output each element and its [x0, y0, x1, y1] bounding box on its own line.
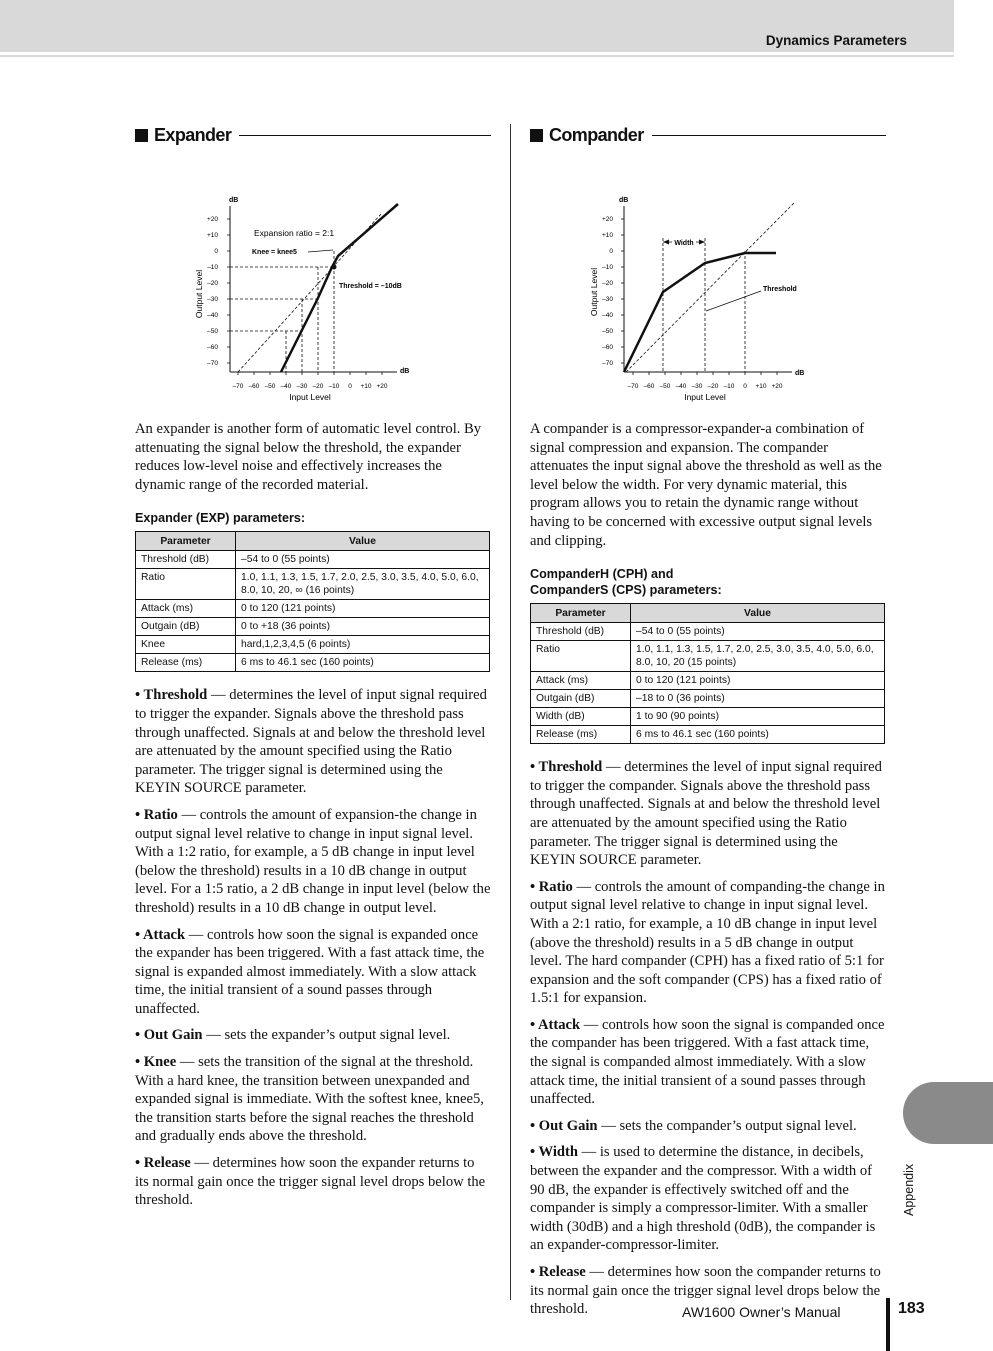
bullet-out-gain — [135, 1026, 491, 1045]
bullet-width — [530, 1143, 886, 1255]
y-tick-label: –10 — [207, 264, 218, 271]
y-tick — [602, 344, 624, 351]
y-tick — [207, 360, 230, 367]
y-tick — [207, 264, 230, 271]
y-tick-label: –50 — [602, 328, 613, 335]
x-tick-label: 0 — [348, 383, 352, 390]
y-tick-label: –60 — [602, 344, 613, 351]
x-tick — [233, 372, 244, 390]
compander-param-table — [530, 603, 885, 744]
x-ticks — [628, 372, 783, 390]
bullet-text: — controls how soon the signal is expanded once the expander has been triggered. With a fast attack time, the signal is expanded almost immediately. With a slow attack time, the initial transient of a sound passes through unaffected. — [135, 926, 485, 1017]
y-tick — [609, 248, 624, 255]
bullet-term: • Release — [135, 1155, 191, 1172]
y-tick-label: +20 — [601, 216, 613, 223]
header-divider — [0, 52, 954, 57]
bullet-threshold — [135, 686, 491, 798]
x-tick-label: –10 — [723, 383, 735, 390]
column-divider — [510, 124, 511, 1300]
section-square-icon — [530, 129, 543, 142]
table-row — [531, 641, 885, 672]
y-tick — [207, 328, 230, 335]
y-tick — [602, 264, 624, 271]
bullet-release — [135, 1154, 491, 1210]
table-row — [136, 600, 490, 618]
knee-label: Knee = knee5 — [252, 249, 297, 256]
x-tick-label: –40 — [280, 383, 292, 390]
x-tick — [771, 372, 782, 390]
y-tick-label: –40 — [602, 312, 613, 319]
x-tick-label: –50 — [264, 383, 276, 390]
compander-param-title-line1: CompanderH (CPH) and — [530, 567, 674, 582]
table-cell: 6 ms to 46.1 sec (160 points) — [236, 654, 490, 672]
bullet-term: • Attack — [530, 1016, 581, 1033]
x-tick — [724, 372, 735, 390]
bullet-ratio — [530, 878, 886, 1008]
page-number: 183 — [898, 1300, 925, 1317]
y-tick-label: +20 — [206, 216, 218, 223]
bullet-term: • Attack — [135, 926, 186, 943]
compander-transfer-curve — [624, 253, 776, 372]
x-ticks — [233, 372, 388, 390]
y-tick — [602, 216, 624, 223]
compander-param-title-line2: CompanderS (CPS) parameters: — [530, 583, 722, 598]
x-tick — [660, 372, 671, 390]
bullet-term: • Width — [530, 1144, 578, 1161]
x-tick — [249, 372, 260, 390]
table-cell: 1 to 90 (90 points) — [631, 708, 885, 726]
table-row — [531, 623, 885, 641]
y-tick-label: –30 — [207, 296, 218, 303]
appendix-tab — [903, 1082, 993, 1144]
table-cell: 0 to 120 (121 points) — [631, 672, 885, 690]
y-tick — [207, 216, 230, 223]
x-tick — [628, 372, 639, 390]
heading-rule — [239, 135, 491, 136]
threshold-label: Threshold = –10dB — [339, 283, 402, 290]
section-square-icon — [135, 129, 148, 142]
x-tick — [297, 372, 308, 390]
compander-heading — [530, 124, 886, 146]
x-tick — [743, 372, 747, 390]
threshold-point — [332, 265, 337, 270]
table-cell: hard,1,2,3,4,5 (6 points) — [236, 636, 490, 654]
bullet-threshold — [530, 758, 886, 870]
appendix-label: Appendix — [902, 1163, 916, 1216]
table-cell: Outgain (dB) — [531, 690, 631, 708]
table-header: Value — [236, 532, 490, 551]
table-cell: Ratio — [136, 569, 236, 600]
y-axis-label: Output Level — [194, 269, 204, 319]
bullet-term: • Knee — [135, 1054, 177, 1071]
table-cell: 0 to +18 (36 points) — [236, 618, 490, 636]
x-tick — [348, 372, 352, 390]
x-tick-label: +20 — [771, 383, 783, 390]
table-cell: Release (ms) — [136, 654, 236, 672]
y-tick — [602, 360, 624, 367]
table-row — [136, 569, 490, 600]
x-tick-label: –10 — [328, 383, 340, 390]
y-tick — [602, 328, 624, 335]
table-header-row — [136, 532, 490, 551]
x-unit-label: dB — [400, 368, 410, 375]
bullet-text: — sets the compander’s output signal level. — [597, 1117, 857, 1134]
y-tick — [207, 296, 230, 303]
table-row — [136, 551, 490, 569]
table-header-row — [531, 604, 885, 623]
compander-title: Compander — [549, 124, 644, 145]
bullet-text: — determines the level of input signal required to trigger the compander. Signals above the threshold pass through unaffected. Signals at and below the threshold level are attenuated by the amount specified using the Ratio parameter. The trigger signal is determined using the KEYIN SOURCE parameter. — [530, 759, 882, 869]
table-cell: 0 to 120 (121 points) — [236, 600, 490, 618]
x-tick-label: –30 — [296, 383, 308, 390]
y-ticks — [602, 216, 624, 367]
y-tick-label: –40 — [207, 312, 218, 319]
x-axis-label: Input Level — [684, 392, 726, 402]
table-cell: Ratio — [531, 641, 631, 672]
bullet-term: • Out Gain — [135, 1027, 203, 1044]
table-cell: Threshold (dB) — [136, 551, 236, 569]
footer-manual-title: AW1600 Owner’s Manual — [682, 1304, 841, 1320]
bullet-term: • Threshold — [135, 687, 208, 704]
x-tick — [313, 372, 324, 390]
x-tick-label: –60 — [643, 383, 655, 390]
y-tick-label: –60 — [207, 344, 218, 351]
y-tick-label: –20 — [602, 280, 613, 287]
table-cell: Outgain (dB) — [136, 618, 236, 636]
y-tick-label: +10 — [601, 232, 613, 239]
x-tick-label: –70 — [627, 383, 639, 390]
bullet-text: — determines the level of input signal required to trigger the expander. Signals above the threshold pass through unaffected. Signals at and below the threshold level are attenuated by the amount specified using the Ratio parameter. The trigger signal is determined using the KEYIN SOURCE parameter. — [135, 687, 487, 797]
x-tick — [692, 372, 703, 390]
bullet-term: • Ratio — [135, 806, 178, 823]
bullet-term: • Threshold — [530, 759, 603, 776]
y-tick — [602, 232, 624, 239]
bullet-attack — [530, 1016, 886, 1109]
bullet-text: — controls the amount of companding-the change in output signal level relative to change in input signal level. With a 2:1 ratio, for example, a 10 dB change in input level (above the threshold) results in a 5 dB change in output level. The hard compander (CPH) has a fixed ratio of 5:1 for expansion and the soft compander (CPS) has a fixed ratio of 1.5:1 for expansion. — [530, 878, 885, 1007]
table-row — [531, 672, 885, 690]
bullet-ratio — [135, 806, 491, 918]
x-tick — [676, 372, 687, 390]
ratio-label: Expansion ratio = 2:1 — [254, 228, 335, 238]
compander-section — [530, 124, 886, 1319]
table-cell: –18 to 0 (36 points) — [631, 690, 885, 708]
bullet-knee — [135, 1053, 491, 1146]
bullet-text: — sets the expander’s output signal level. — [202, 1027, 451, 1044]
y-tick-label: –70 — [602, 360, 613, 367]
bullet-text: — controls the amount of expansion-the change in output signal level relative to change in input signal level. With a 1:2 ratio, for example, a 5 dB change in input level (below the threshold) results in a 10 dB change in output level. For a 1:5 ratio, a 2 dB change in input level (below the threshold) results in a 10 dB change in output level. — [135, 806, 491, 916]
bullet-out-gain — [530, 1117, 886, 1136]
x-tick — [329, 372, 340, 390]
width-label: Width — [674, 240, 694, 247]
x-tick-label: 0 — [743, 383, 747, 390]
table-row — [531, 726, 885, 744]
y-tick-label: –10 — [602, 264, 613, 271]
table-header: Parameter — [136, 532, 236, 551]
y-tick-label: –50 — [207, 328, 218, 335]
bullet-term: • Release — [530, 1264, 586, 1280]
table-cell: Knee — [136, 636, 236, 654]
bullet-text: — is used to determine the distance, in decibels, between the expander and the compressor. With a width of 90 dB, the expander is effectively switched off and the compander is simply a compressor-limiter. With a smaller width (30dB) and a high threshold (0dB), the compander is an expander-compressor-limiter. — [530, 1144, 876, 1254]
x-tick-label: –30 — [691, 383, 703, 390]
page-header-title: Dynamics Parameters — [765, 33, 907, 48]
y-tick-label: 0 — [214, 248, 218, 255]
table-cell: Attack (ms) — [136, 600, 236, 618]
y-unit-label: dB — [229, 197, 239, 204]
x-tick-label: –40 — [675, 383, 687, 390]
compander-bullets — [530, 758, 886, 1319]
table-cell: –54 to 0 (55 points) — [631, 623, 885, 641]
table-header: Value — [631, 604, 885, 623]
y-tick — [214, 248, 230, 255]
x-tick-label: –20 — [312, 383, 324, 390]
x-tick — [376, 372, 387, 390]
table-row — [136, 618, 490, 636]
bullet-text: — determines how soon the expander returns to its normal gain once the trigger signal level drops below the threshold. — [135, 1155, 486, 1209]
arrow-left-icon — [663, 240, 669, 245]
table-row — [531, 690, 885, 708]
y-tick-label: 0 — [609, 248, 613, 255]
x-tick-label: –70 — [232, 383, 244, 390]
y-tick — [602, 312, 624, 319]
table-cell: 1.0, 1.1, 1.3, 1.5, 1.7, 2.0, 2.5, 3.0, 3.5, 4.0, 5.0, 6.0, 8.0, 10, 20 (15 points) — [631, 641, 885, 672]
x-tick — [755, 372, 766, 390]
table-cell: Threshold (dB) — [531, 623, 631, 641]
x-tick-label: +10 — [360, 383, 372, 390]
y-ticks — [207, 216, 230, 367]
x-tick — [360, 372, 371, 390]
expander-param-table — [135, 531, 490, 672]
threshold-leader-line — [706, 291, 761, 311]
footer-bar — [886, 1298, 890, 1351]
threshold-label: Threshold — [763, 286, 797, 293]
table-cell: 6 ms to 46.1 sec (160 points) — [631, 726, 885, 744]
x-tick-label: +20 — [376, 383, 388, 390]
x-tick — [281, 372, 292, 390]
table-row — [136, 654, 490, 672]
expander-param-title: Expander (EXP) parameters: — [135, 511, 306, 526]
table-cell: –54 to 0 (55 points) — [236, 551, 490, 569]
bullet-term: • Out Gain — [530, 1117, 598, 1134]
y-tick-label: –20 — [207, 280, 218, 287]
y-tick — [207, 280, 230, 287]
x-tick-label: –20 — [707, 383, 719, 390]
bullet-text: — determines how soon the compander returns to its normal gain once the trigger signal level drops below the threshold. — [530, 1264, 881, 1318]
x-tick — [708, 372, 719, 390]
expander-intro: An expander is another form of automatic level control. By attenuating the signal below the threshold, the expander reduces low-level noise and effectively increases the dynamic range of the recorded material. — [135, 421, 482, 493]
y-tick-label: +10 — [206, 232, 218, 239]
expander-section — [135, 124, 491, 1210]
table-cell: Attack (ms) — [531, 672, 631, 690]
compander-graph — [530, 146, 886, 402]
y-tick-label: –30 — [602, 296, 613, 303]
expander-graph — [135, 146, 491, 402]
bullet-term: • Ratio — [530, 878, 573, 895]
x-tick-label: –60 — [248, 383, 260, 390]
y-unit-label: dB — [619, 197, 629, 204]
table-header: Parameter — [531, 604, 631, 623]
y-tick — [207, 344, 230, 351]
y-tick — [207, 312, 230, 319]
y-tick — [602, 296, 624, 303]
heading-rule — [652, 135, 886, 136]
expander-heading — [135, 124, 491, 146]
bullet-attack — [135, 926, 491, 1019]
y-tick-label: –70 — [207, 360, 218, 367]
bullet-text: — controls how soon the signal is companded once the compander has been triggered. With a fast attack time, the signal is companded almost immediately. With a slow attack time, the initial transient of a sound passes through unaffected. — [530, 1016, 885, 1108]
table-cell: 1.0, 1.1, 1.3, 1.5, 1.7, 2.0, 2.5, 3.0, 3.5, 4.0, 5.0, 6.0, 8.0, 10, 20, ∞ (16 points) — [236, 569, 490, 600]
x-tick — [265, 372, 276, 390]
y-axis-label: Output Level — [589, 267, 599, 317]
expander-title: Expander — [154, 124, 232, 145]
table-cell: Width (dB) — [531, 708, 631, 726]
x-unit-label: dB — [795, 370, 805, 377]
knee-leader-line — [308, 250, 333, 252]
x-tick — [644, 372, 655, 390]
x-tick-label: –50 — [659, 383, 671, 390]
expander-bullets — [135, 686, 491, 1209]
table-row — [136, 636, 490, 654]
table-cell: Release (ms) — [531, 726, 631, 744]
y-tick — [207, 232, 230, 239]
x-tick-label: +10 — [755, 383, 767, 390]
x-axis-label: Input Level — [289, 392, 331, 402]
table-row — [531, 708, 885, 726]
arrow-right-icon — [699, 240, 705, 245]
bullet-text: — sets the transition of the signal at the threshold. With a hard knee, the transition between unexpanded and expanded signal is immediate. With the softest knee, knee5, the transition starts before the signal reaches the threshold and gradually ends above the threshold. — [135, 1054, 484, 1145]
compander-intro: A compander is a compressor-expander-a combination of signal compression and expansion. The compander attenuates the input signal above the threshold as well as the level below the width. For very dynamic material, this program allows you to retain the dynamic range without having to be concerned with excessive output signal levels and clipping. — [530, 421, 882, 549]
y-tick — [602, 280, 624, 287]
